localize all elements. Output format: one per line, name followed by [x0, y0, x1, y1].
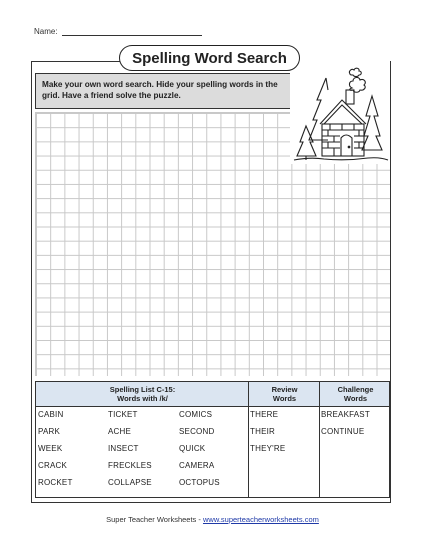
spelling-word: CABIN	[38, 410, 64, 419]
challenge-word: CONTINUE	[321, 427, 365, 436]
spelling-word: SECOND	[179, 427, 215, 436]
review-header-line2: Words	[272, 394, 297, 403]
spelling-word: COLLAPSE	[108, 478, 152, 487]
column-divider	[248, 382, 249, 497]
cabin-illustration	[290, 60, 390, 164]
instructions-box: Make your own word search. Hide your spelling words in the grid. Have a friend solve the puzzle.	[35, 73, 296, 109]
challenge-header-line2: Words	[343, 394, 368, 403]
spelling-word: ACHE	[108, 427, 132, 436]
name-field	[34, 27, 202, 36]
spelling-list-header	[36, 382, 249, 406]
page-title: Spelling Word Search	[119, 45, 300, 71]
spelling-words-table	[35, 381, 390, 498]
spelling-word: ROCKET	[38, 478, 73, 487]
spelling-word: COMICS	[179, 410, 213, 419]
challenge-words-header	[320, 382, 391, 406]
name-label: Name:	[34, 27, 58, 36]
spelling-word: TICKET	[108, 410, 138, 419]
spelling-word: INSECT	[108, 444, 139, 453]
review-header-line1: Review	[271, 385, 298, 394]
review-word: THERE	[250, 410, 279, 419]
challenge-word: BREAKFAST	[321, 410, 370, 419]
spelling-word: PARK	[38, 427, 60, 436]
spelling-word: CRACK	[38, 461, 68, 470]
table-header	[36, 382, 389, 407]
challenge-header-line1: Challenge	[337, 385, 374, 394]
review-word: THEY'RE	[250, 444, 286, 453]
footer	[0, 515, 425, 524]
spelling-word: QUICK	[179, 444, 206, 453]
spelling-word: WEEK	[38, 444, 63, 453]
column-divider	[319, 382, 320, 497]
footer-link[interactable]: www.superteacherworksheets.com	[202, 515, 319, 524]
footer-text: Super Teacher Worksheets -	[106, 515, 203, 524]
spelling-word: FRECKLES	[108, 461, 152, 470]
review-word: THEIR	[250, 427, 275, 436]
review-words-header	[249, 382, 320, 406]
spelling-word: CAMERA	[179, 461, 215, 470]
name-line	[62, 27, 202, 36]
spelling-list-title: Spelling List C-15:	[109, 385, 176, 394]
spelling-word: OCTOPUS	[179, 478, 220, 487]
spelling-list-subtitle: Words with /k/	[117, 394, 168, 403]
